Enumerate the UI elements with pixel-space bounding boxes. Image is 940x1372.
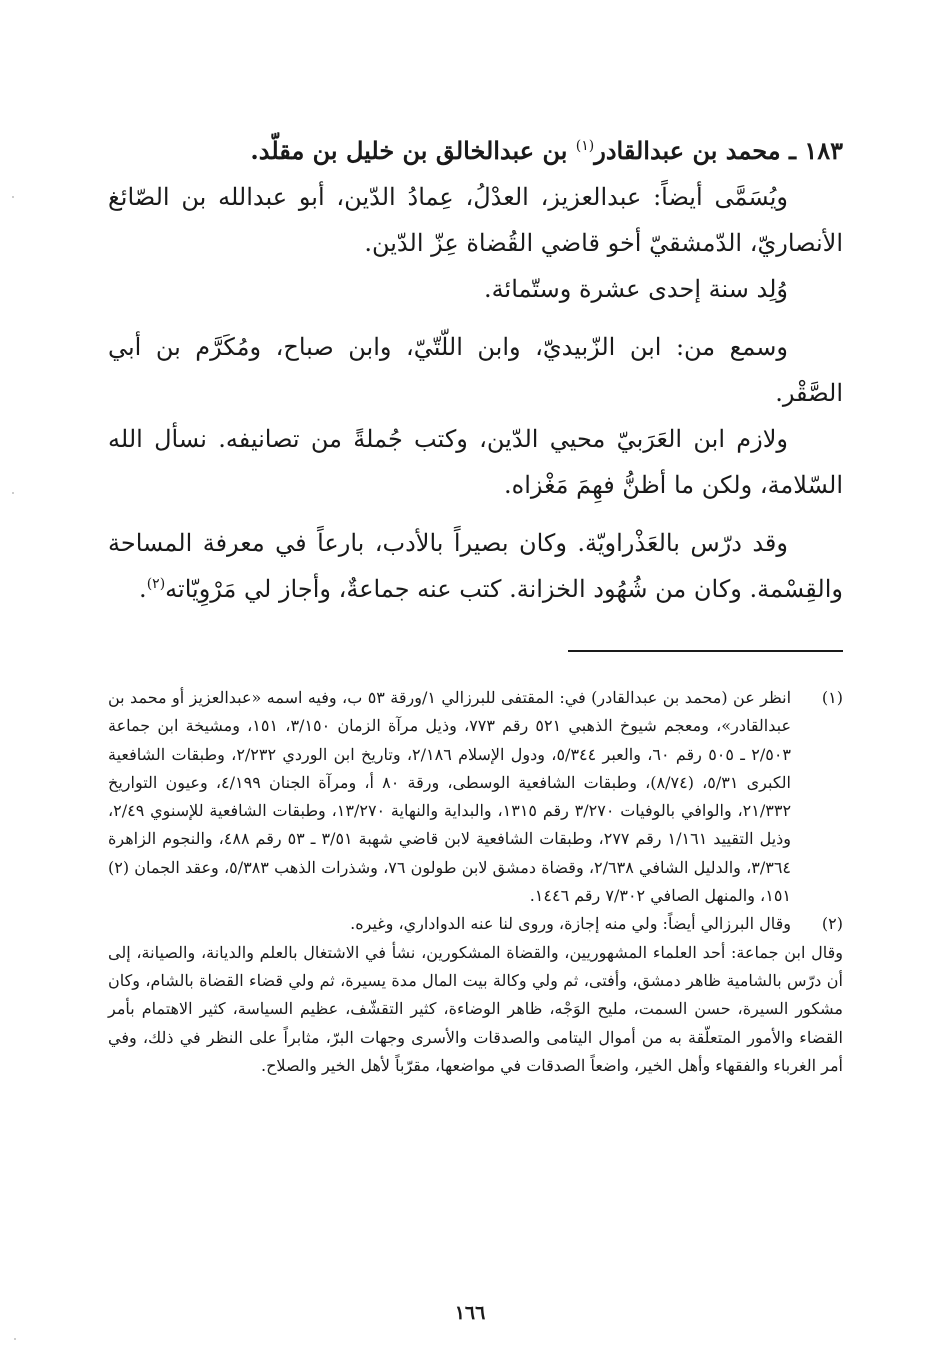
paragraph-ibn-arabi: ولازم ابن العَرَبيّ محيي الدّين، وكتب جُملةً من تصانيفه. نسأل الله السّلامة، ولكن ما أظنُّ فهِمَ مَغْزاه. xyxy=(108,425,843,499)
main-text xyxy=(108,128,843,612)
footnote-body xyxy=(108,910,791,938)
scan-speck xyxy=(14,1338,16,1340)
footnote-separator xyxy=(568,650,843,652)
footnote-2 xyxy=(108,910,843,938)
entry-title-text: ١٨٣ ـ محمد بن عبدالقادر xyxy=(594,136,843,165)
footnote-body xyxy=(108,684,791,910)
scan-speck xyxy=(12,492,14,494)
footnote-number: (١) xyxy=(821,688,843,707)
footnotes xyxy=(108,684,843,1080)
paragraph-birth: وُلِد سنة إحدى عشرة وستّمائة. xyxy=(484,275,788,303)
footnote-2-continuation: وقال ابن جماعة: أحد العلماء المشهوريين، والقضاة المشكورين، نشأ في الاشتغال بالعلم والديانة، والصيانة، إلى أن درّس بالشامية ظاهر دمشق، وأفتى، ثم ولي وكالة بيت المال مدة يسيرة، ثم ولي قضاء القضاة بالشام، وكان مشكور السيرة، حسن السمت، مليح الوَجْه، ظاهر الوضاءة، كثير التقشّف، عظيم السياسة، كثير الاهتمام بأمر القضاء والأمور المتعلّقة به من أموال اليتامى والصدقات والأسرى وجهات البرّ، مثابراً على النظر في ذلك، وفي أمر الغرباء والفقهاء وأهل الخير، واضعاً الصدقات في مواضعها، مقرّباً لأهل الخير والصلاح. xyxy=(108,942,843,1075)
paragraph-teaching xyxy=(108,520,843,612)
paragraph-names: ويُسَمَّى أيضاً: عبدالعزيز، العدْلُ، عِمادُ الدّين، أبو عبدالله بن الصّائغ الأنصاريّ، الدّمشقيّ أخو قاضي القُضاة عِزّ الدّين. xyxy=(108,183,843,257)
entry-title-rest: بن عبدالخالق بن خليل بن مقلّد. xyxy=(250,136,576,165)
footnote-ref-2[interactable]: (٢) xyxy=(146,576,166,592)
scan-speck xyxy=(12,196,14,198)
footnote-1 xyxy=(108,684,843,910)
paragraph-teaching-end: . xyxy=(139,575,147,603)
footnote-text: انظر عن (محمد بن عبدالقادر) في: المقتفى للبرزالي ١/ورقة ٥٣ ب، وفيه اسمه «عبدالعزيز أو محمد بن عبدالقادر»، ومعجم شيوخ الذهبي ٥٢١ رقم ٧٧٣، وذيل مرآة الزمان ٣/١٥٠، ١٥١، ومشيخة ابن جماعة ٢/٥٠٣ ـ ٥٠٥ رقم ٦٠، والعبر ٥/٣٤٤، ودول الإسلام ٢/١٨٦، وتاريخ ابن الوردي ٢/٢٣٢، وطبقات الشافعية الكبرى ٥/٣١، (٨/٧٤)، وطبقات الشافعية الوسطى، ورقة ٨٠ أ، ومرآة الجنان ٤/١٩٩، وعيون التواريخ ٢١/٣٣٢، والوافي بالوفيات ٣/٢٧٠ رقم ١٣١٥، والبداية والنهاية ١٣/٢٧٠، وطبقات الشافعية للإسنوي ٢/٤٩، وذيل التقييد ١/١٦١ رقم ٢٧٧، وطبقات الشافعية لابن قاضي شهبة ٣/٥١ ـ ٥٣ رقم ٤٨٨، والنجوم الزاهرة ٣/٣٦٤، والدليل الشافي ٢/٦٣٨، وقضاة دمشق لابن طولون ٧٦، وشذرات الذهب ٥/٣٨٣، وعقد الجمان (٢) ١٥١، والمنهل الصافي ٧/٣٠٢ رقم ١٤٤٦. xyxy=(108,688,792,906)
footnote-ref-1[interactable]: (١) xyxy=(575,138,595,154)
paragraph-teaching-text: وقد درّس بالعَذْراويّة. وكان بصيراً بالأدب، بارعاً في معرفة المساحة والقِسْمة. وكان من شُهُود الخزانة. كتب عنه جماعةٌ، وأجاز لي مَرْوِيّاته xyxy=(108,529,843,603)
paragraph-teachers: وسمع من: ابن الزّبيديّ، وابن اللّتّيّ، وابن صباح، ومُكَرَّم بن أبي الصَّقْر. xyxy=(108,333,843,407)
page-number: ١٦٦ xyxy=(454,1302,486,1324)
entry-title xyxy=(108,128,843,174)
footnote-number: (٢) xyxy=(821,914,843,934)
footnote-text: وقال البرزالي أيضاً: ولي منه إجازة، وروى لنا عنه الدواداري، وغيره. xyxy=(350,914,791,934)
